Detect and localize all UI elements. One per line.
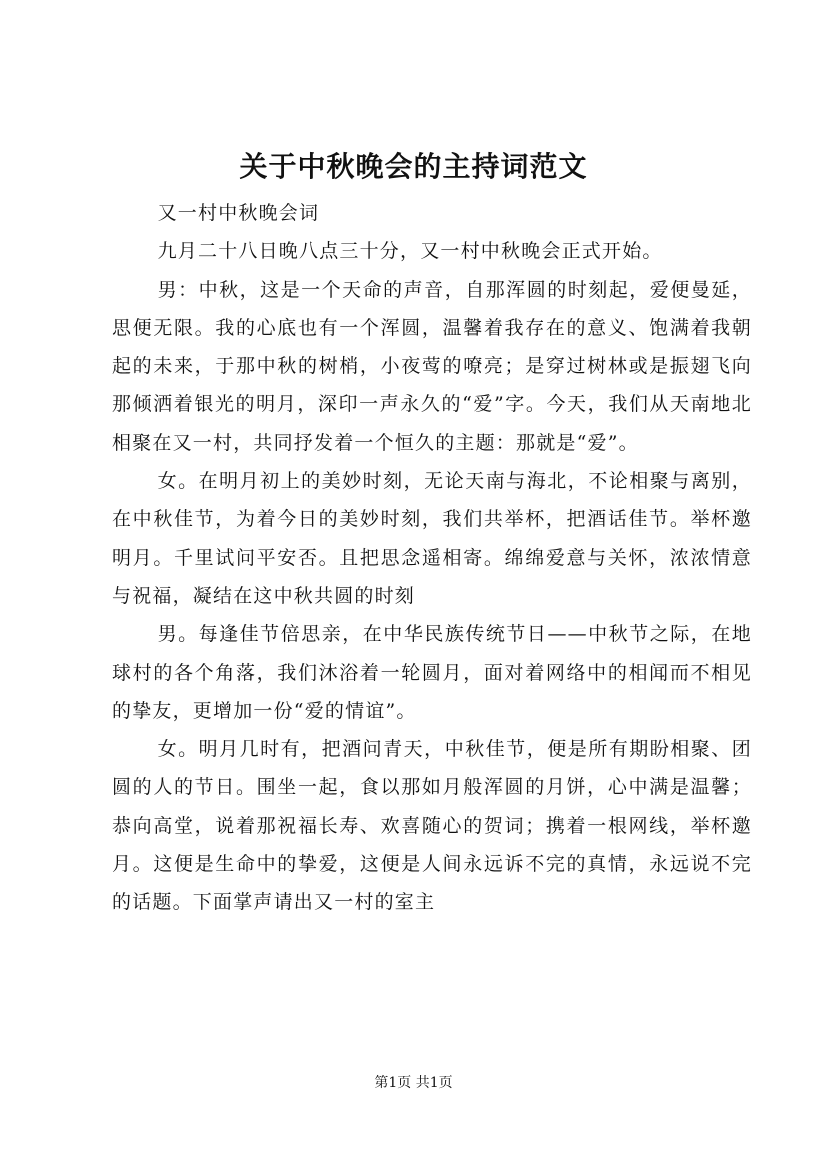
paragraph: 男：中秋，这是一个天命的声音，自那浑圆的时刻起，爱便曼延，思便无限。我的心底也有一个浑圆，温馨着我存在的意义、饱满着我朝起的未来，于那中秋的树梢，小夜莺的嘹亮；是穿过树林或是振翅飞向那倾洒着银光的明月，深印一声永久的“爱”字。今天，我们从天南地北相聚在又一村，共同抒发着一个恒久的主题：那就是“爱”。 (112, 278, 752, 454)
document-title: 关于中秋晚会的主持词范文 (239, 150, 588, 183)
paragraph: 女。明月几时有，把酒问青天，中秋佳节，便是所有期盼相聚、团圆的人的节日。围坐一起，食以那如月般浑圆的月饼，心中满是温馨；恭向高堂，说着那祝福长寿、欢喜随心的贺词；携着一根网线，举杯邀月。这便是生命中的挚爱，这便是人间永远诉不完的真情，永远说不完的话题。下面掌声请出又一村的室主 (112, 738, 752, 914)
subtitle-paragraph: 又一村中秋晚会词 (157, 202, 320, 224)
paragraph: 九月二十八日晚八点三十分，又一村中秋晚会正式开始。 (157, 240, 663, 263)
page-footer: 第1页 共1页 (374, 1075, 453, 1091)
document-body (112, 194, 752, 922)
paragraph: 男。每逢佳节倍思亲，在中华民族传统节日——中秋节之际，在地球村的各个角落，我们沐浴着一轮圆月，面对着网络中的相闻而不相见的挚友，更增加一份“爱的情谊”。 (112, 623, 752, 722)
paragraph: 女。在明月初上的美妙时刻，无论天南与海北，不论相聚与离别，在中秋佳节，为着今日的美妙时刻，我们共举杯，把酒话佳节。举杯邀明月。千里试问平安否。且把思念遥相寄。绵绵爱意与关怀，浓浓情意与祝福，凝结在这中秋共圆的时刻 (112, 470, 752, 607)
